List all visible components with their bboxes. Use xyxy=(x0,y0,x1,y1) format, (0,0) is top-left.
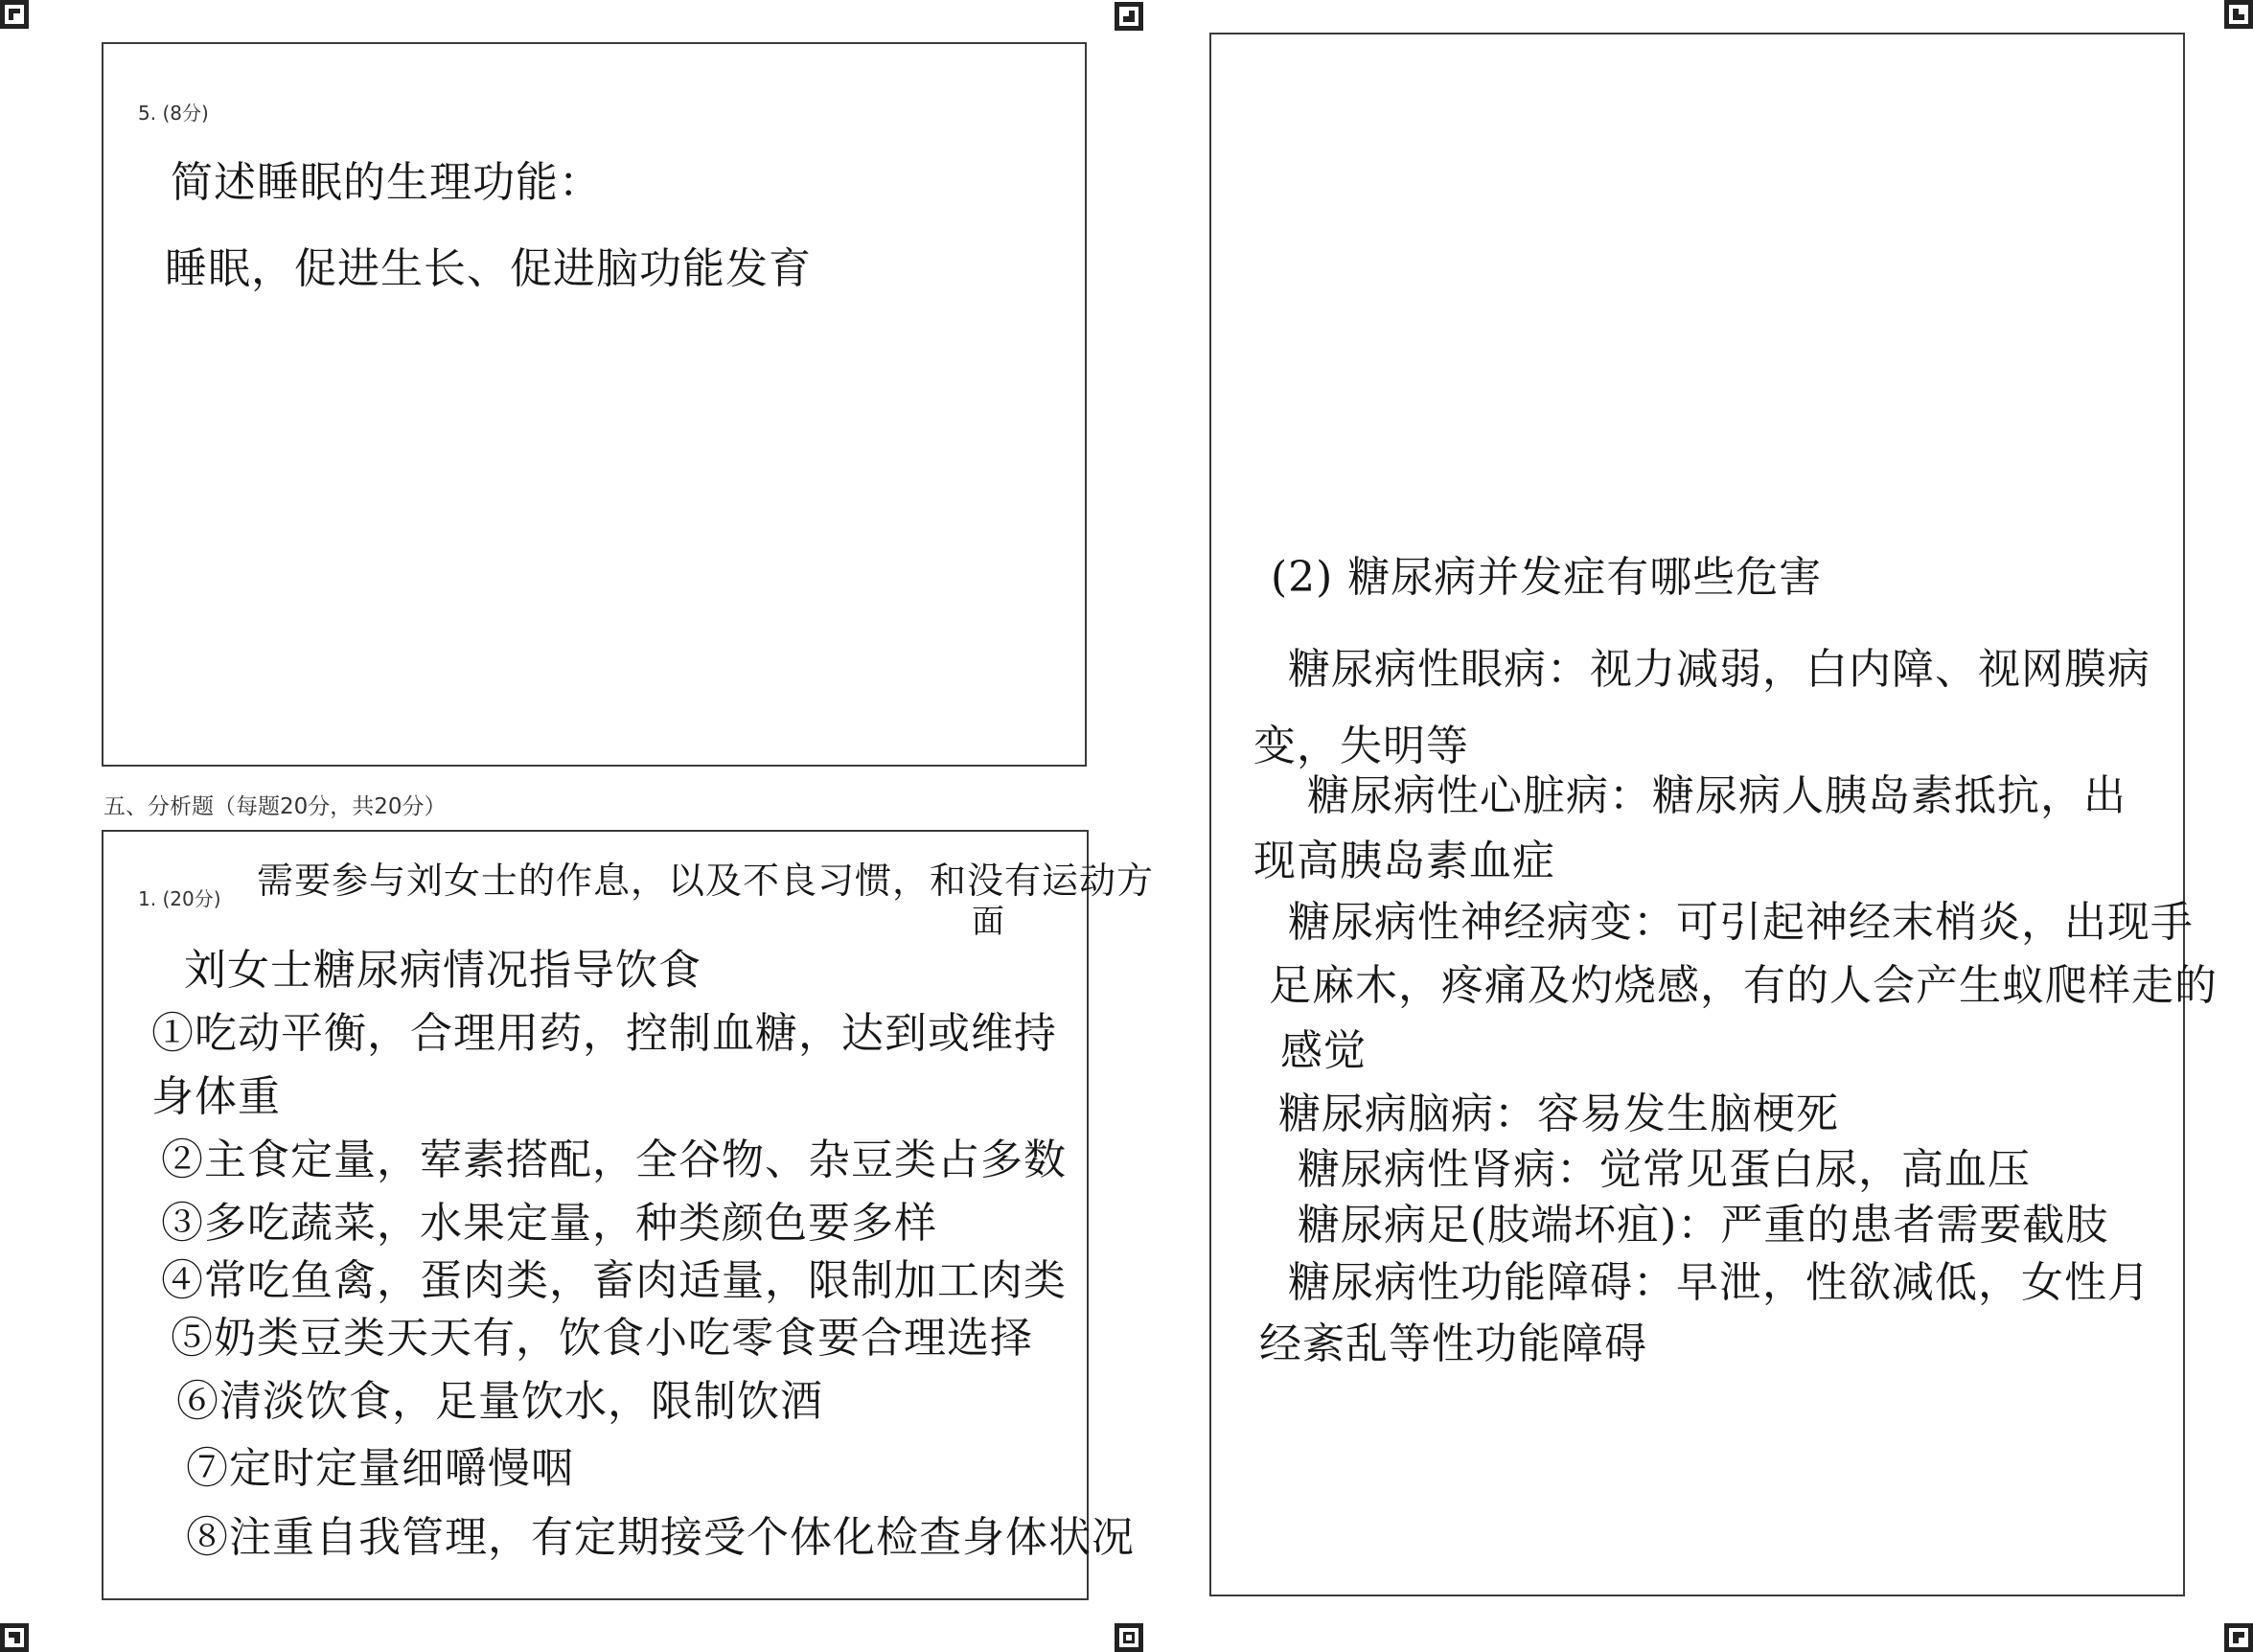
q1-answer-line-3: 刘女士糖尿病情况指导饮食 xyxy=(184,946,701,995)
q1-answer-line-5: 身体重 xyxy=(151,1072,281,1121)
q2-answer-line-11: 糖尿病足(肢端坏疽)：严重的患者需要截肢 xyxy=(1298,1201,2109,1250)
q5-answer-line-1: 简述睡眠的生理功能： xyxy=(171,158,602,207)
q1-answer-line-10: ⑥清淡饮食，足量饮水，限制饮酒 xyxy=(176,1377,823,1426)
q1-answer-box xyxy=(102,830,1155,1600)
section-five-heading: 五、分析题（每题20分，共20分） xyxy=(103,794,447,819)
q2-answer-line-12: 糖尿病性功能障碍：早泄，性欲减低，女性月 xyxy=(1288,1258,2150,1307)
corner-marker-bottom-center xyxy=(1115,1623,1143,1652)
q5-number: 5. (8分) xyxy=(138,102,209,125)
q1-number: 1. (20分) xyxy=(138,887,221,910)
q1-answer-line-12: ⑧注重自我管理，有定期接受个体化检查身体状况 xyxy=(186,1513,1135,1562)
q1-answer-line-8: ④常吃鱼禽，蛋肉类，畜肉适量，限制加工肉类 xyxy=(161,1256,1067,1305)
q2-answer-line-4: 糖尿病性心脏病：糖尿病人胰岛素抵抗，出 xyxy=(1307,771,2127,820)
q2-answer-line-1: (2) 糖尿病并发症有哪些危害 xyxy=(1271,553,1823,602)
q1-answer-line-7: ③多吃蔬菜，水果定量，种类颜色要多样 xyxy=(161,1199,937,1248)
q2-answer-line-13: 经紊乱等性功能障碍 xyxy=(1259,1319,1647,1368)
q2-answer-line-8: 感觉 xyxy=(1280,1026,1367,1075)
corner-marker-top-left xyxy=(0,0,29,29)
q1-answer-line-4: ①吃动平衡，合理用药，控制血糖，达到或维持 xyxy=(151,1009,1057,1058)
q2-answer-line-5: 现高胰岛素血症 xyxy=(1253,837,1555,885)
q1-answer-line-11: ⑦定时定量细嚼慢咽 xyxy=(186,1444,574,1493)
q2-answer-line-3: 变，失明等 xyxy=(1253,722,1469,770)
q2-answer-line-9: 糖尿病脑病：容易发生脑梗死 xyxy=(1278,1090,1839,1138)
corner-marker-bottom-left xyxy=(0,1623,29,1652)
corner-marker-top-center xyxy=(1115,2,1143,31)
q2-answer-line-6: 糖尿病性神经病变：可引起神经末梢炎，出现手 xyxy=(1288,898,2194,947)
corner-marker-bottom-right xyxy=(2224,1623,2253,1652)
q2-answer-line-2: 糖尿病性眼病：视力减弱，白内障、视网膜病 xyxy=(1288,645,2150,694)
corner-marker-top-right xyxy=(2224,0,2253,29)
q1-answer-line-6: ②主食定量，荤素搭配，全谷物、杂豆类占多数 xyxy=(161,1136,1067,1184)
q1-answer-line-9: ⑤奶类豆类天天有，饮食小吃零食要合理选择 xyxy=(171,1314,1033,1363)
q2-answer-line-7: 足麻木，疼痛及灼烧感，有的人会产生蚁爬样走的 xyxy=(1269,961,2218,1010)
q5-answer-line-2: 睡眠，促进生长、促进脑功能发育 xyxy=(165,244,812,293)
q1-answer-line-1: 需要参与刘女士的作息，以及不良习惯，和没有运动方 xyxy=(257,860,1155,902)
q2-answer-line-10: 糖尿病性肾病：觉常见蛋白尿，高血压 xyxy=(1298,1145,2031,1194)
q2-answer-box xyxy=(1209,33,2218,1596)
q5-answer-box xyxy=(102,42,1087,767)
q1-answer-line-2: 面 xyxy=(972,903,1005,941)
